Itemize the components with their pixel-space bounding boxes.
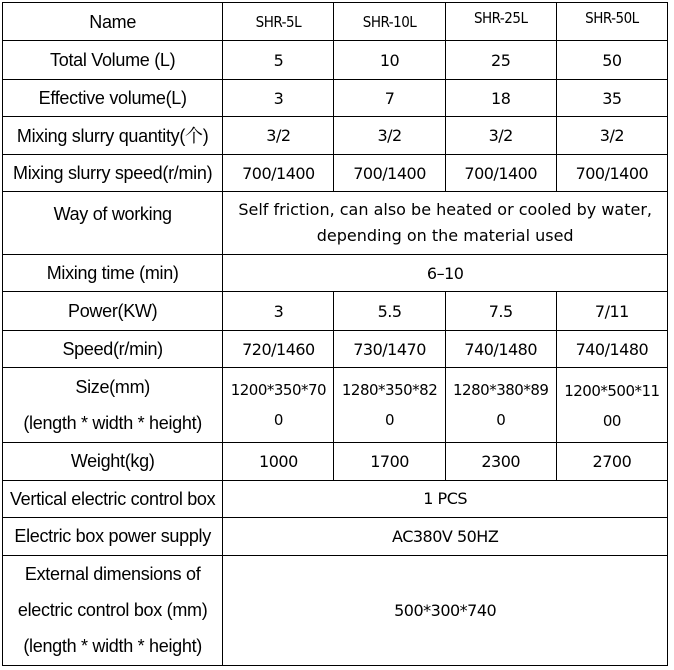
mixing-slurry-speed-value: 700/1400 [223, 154, 334, 191]
header-row [3, 3, 668, 41]
size-value: 1200*500*1100 [556, 368, 667, 443]
row-box-dimensions [3, 555, 668, 666]
way-of-working-line-1: Self friction, can also be heated or cooled by water, [238, 200, 653, 220]
weight-value: 2700 [556, 443, 667, 480]
row-way-of-working [3, 192, 668, 255]
mixing-slurry-speed-value: 700/1400 [334, 154, 445, 191]
mixing-slurry-speed-value: 700/1400 [556, 154, 667, 191]
box-power-supply-label: Electric box power supply [3, 518, 223, 555]
row-vertical-control-box [3, 480, 668, 517]
spec-table [2, 2, 668, 666]
header-model-shr-10l: SHR-10L [334, 3, 445, 41]
mixing-time-value: 6–10 [223, 254, 668, 291]
box-dimensions-value: 500*300*740 [223, 555, 668, 666]
row-box-power-supply [3, 518, 668, 555]
weight-label: Weight(kg) [3, 443, 223, 480]
box-power-supply-value: AC380V 50HZ [223, 518, 668, 555]
weight-value: 2300 [445, 443, 556, 480]
power-value: 3 [223, 292, 334, 330]
power-label: Power(KW) [3, 292, 223, 330]
header-model-shr-5l: SHR-5L [223, 3, 334, 41]
box-dimensions-label-line-1: External dimensions of [24, 564, 201, 585]
size-value: 1280*350*820 [334, 368, 445, 443]
row-size [3, 368, 668, 443]
weight-value: 1000 [223, 443, 334, 480]
row-effective-volume [3, 79, 668, 116]
mixing-time-label: Mixing time (min) [3, 254, 223, 291]
box-dimensions-label [3, 555, 223, 666]
speed-label: Speed(r/min) [3, 330, 223, 367]
weight-value: 1700 [334, 443, 445, 480]
row-mixing-slurry-quantity [3, 117, 668, 154]
total-volume-label: Total Volume (L) [3, 41, 223, 79]
size-label-line-1: Size(mm) [75, 377, 150, 398]
total-volume-value: 5 [223, 41, 334, 79]
total-volume-value: 10 [334, 41, 445, 79]
way-of-working-value [223, 192, 668, 255]
power-value: 7/11 [556, 292, 667, 330]
mixing-slurry-speed-label: Mixing slurry speed(r/min) [3, 154, 223, 191]
effective-volume-label: Effective volume(L) [3, 79, 223, 116]
box-dimensions-label-line-2: electric control box (mm) [17, 600, 208, 621]
size-label-line-2: (length * width * height) [23, 413, 202, 434]
vertical-control-box-label: Vertical electric control box [3, 480, 223, 517]
speed-value: 720/1460 [223, 330, 334, 367]
mixing-slurry-speed-value: 700/1400 [445, 154, 556, 191]
vertical-control-box-value: 1 PCS [223, 480, 668, 517]
way-of-working-line-2: depending on the material used [316, 226, 574, 246]
size-value: 1200*350*700 [223, 368, 334, 443]
mixing-slurry-quantity-value: 3/2 [223, 117, 334, 154]
effective-volume-value: 18 [445, 79, 556, 116]
total-volume-value: 50 [556, 41, 667, 79]
speed-value: 740/1480 [556, 330, 667, 367]
power-value: 7.5 [445, 292, 556, 330]
effective-volume-value: 35 [556, 79, 667, 116]
speed-value: 740/1480 [445, 330, 556, 367]
row-mixing-slurry-speed [3, 154, 668, 191]
header-name-label: Name [3, 3, 223, 41]
power-value: 5.5 [334, 292, 445, 330]
size-value: 1280*380*890 [445, 368, 556, 443]
mixing-slurry-quantity-value: 3/2 [556, 117, 667, 154]
header-model-shr-50l: SHR-50L [556, 3, 667, 41]
total-volume-value: 25 [445, 41, 556, 79]
effective-volume-value: 7 [334, 79, 445, 116]
box-dimensions-label-line-3: (length * width * height) [23, 636, 202, 657]
mixing-slurry-quantity-value: 3/2 [334, 117, 445, 154]
mixing-slurry-quantity-value: 3/2 [445, 117, 556, 154]
speed-value: 730/1470 [334, 330, 445, 367]
row-power [3, 292, 668, 330]
row-total-volume [3, 41, 668, 79]
effective-volume-value: 3 [223, 79, 334, 116]
mixing-slurry-quantity-label: Mixing slurry quantity(个) [3, 117, 223, 154]
row-speed [3, 330, 668, 367]
row-weight [3, 443, 668, 480]
header-model-shr-25l: SHR-25L [445, 3, 556, 41]
size-label [3, 368, 223, 443]
row-mixing-time [3, 254, 668, 291]
way-of-working-label: Way of working [3, 192, 223, 255]
